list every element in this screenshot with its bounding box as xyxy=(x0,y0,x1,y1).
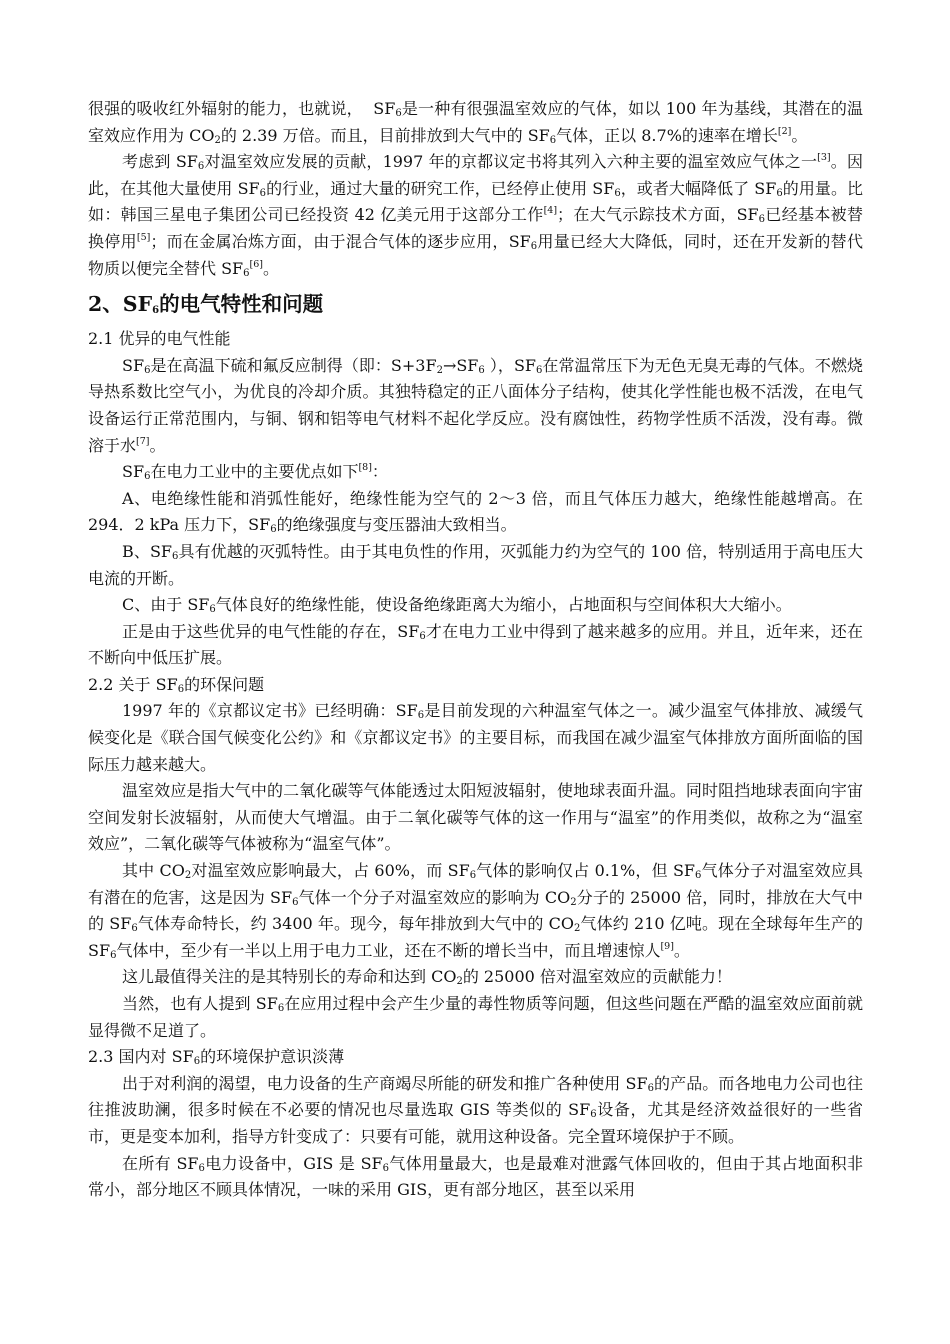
paragraph: 1997 年的《京都议定书》已经明确：$SF_6$是目前发现的六种温室气体之一。减少温室气体排放、减缓气候变化是《联合国气候变化公约》和《京都议定书》的主要目标，而我国在减少温室气体排放方面所面临的国际压力越来越大。 xyxy=(88,701,863,774)
document-body xyxy=(88,96,863,1204)
paragraph: $SF_6$在电力工业中的主要优点如下[8]： xyxy=(122,462,388,483)
paragraph: 出于对利润的渴望，电力设备的生产商竭尽所能的研发和推广各种使用 $SF_6$的产品。而各地电力公司也往往推波助澜，很多时候在不必要的情况也尽量选取 GIS 等类似的 $SF_6$设备，尤其是经济效益很好的一些省市，更是变本加利，指导方针变成了：只要有可能，就用这种设备。完全置环境保护于不顾。 xyxy=(88,1073,863,1146)
paragraph: 考虑到 $SF_6$对温室效应发展的贡献，1997 年的京都议定书将其列入六种主要的温室效应气体之一[3]。因此，在其他大量使用 $SF_6$的行业，通过大量的研究工作，已经停止使用 $SF_6$，或者大幅降低了 $SF_6$的用量。比如：韩国三星电子集团公司已经投资 42 亿美元用于这部分工作[4]；在大气示踪技术方面，$SF_6$已经基本被替换停用[5]；而在金属冶炼方面，由于混合气体的逐步应用，$SF_6$用量已经大大降低，同时，还在开发新的替代物质以便完全替代 $SF_6[6]$。 xyxy=(88,152,864,279)
paragraph: A、电绝缘性能和消弧性能好，绝缘性能为空气的 2～3 倍，而且气体压力越大，绝缘性能越增高。在 294．2 kPa 压力下，$SF_6$的绝缘强度与变压器油大致相当。 xyxy=(88,488,863,536)
subsection-heading: 2.3 国内对 $SF_6$的环境保护意识淡薄 xyxy=(88,1047,345,1068)
subsection-heading: 2.2 关于 $SF_6$的环保问题 xyxy=(88,674,265,695)
paragraph: C、由于 $SF_6$气体良好的绝缘性能，使设备绝缘距离大为缩小，占地面积与空间体积大大缩小。 xyxy=(122,595,792,616)
paragraph: 其中 $CO_2$对温室效应影响最大，占 60%，而 $SF_6$气体的影响仅占 0.1%，但 $SF_6$气体分子对温室效应具有潜在的危害，这是因为 $SF_6$气体一个分子对温室效应的影响为 $CO_2$分子的 25000 倍，同时，排放在大气中的 $SF_6$气体寿命特长，约 3400 年。现今，每年排放到大气中的 $CO_2$气体约 210 亿吨。现在全球每年生产的 $SF_6$气体中，至少有一半以上用于电力工业，还在不断的增长当中，而且增速惊人[9]。 xyxy=(88,861,863,961)
paragraph: 正是由于这些优异的电气性能的存在，$SF_6$才在电力工业中得到了越来越多的应用。并且，近年来，还在不断向中低压扩展。 xyxy=(88,621,863,668)
paragraph: B、$SF_6$具有优越的灭弧特性。由于其电负性的作用，灭弧能力约为空气的 100 倍，特别适用于高电压大电流的开断。 xyxy=(88,541,863,588)
paragraph: 这儿最值得关注的是其特别长的寿命和达到 $CO_2$的 25000 倍对温室效应的贡献能力！ xyxy=(122,967,732,988)
paragraph: 在所有 $SF_6$电力设备中，GIS 是 $SF_6$气体用量最大，也是最难对泄露气体回收的，但由于其占地面积非常小，部分地区不顾具体情况，一味的采用 GIS，更有部分地区，甚至以采用 xyxy=(88,1153,863,1200)
paragraph: 当然，也有人提到 $SF_6$在应用过程中会产生少量的毒性物质等问题，但这些问题在严酷的温室效应面前就显得微不足道了。 xyxy=(88,994,863,1040)
paragraph: 温室效应是指大气中的二氧化碳等气体能透过太阳短波辐射，使地球表面升温。同时阻挡地球表面向宇宙空间发射长波辐射，从而使大气增温。由于二氧化碳等气体的这一作用与“温室”的作用类似，故称之为“温室效应”，二氧化碳等气体被称为“温室气体”。 xyxy=(88,781,863,854)
paragraph: 很强的吸收红外辐射的能力，也就说， $SF_6$是一种有很强温室效应的气体，如以 100 年为基线，其潜在的温室效应作用为 $CO_2$的 2.39 万倍。而且，目前排放到大气中的 $SF_6$气体，正以 8.7%的速率在增长[2]。 xyxy=(88,99,863,146)
subsection-heading: 2.1 优异的电气性能 xyxy=(88,329,231,349)
section-heading: 2、$SF_6$的电气特性和问题 xyxy=(88,292,324,317)
paragraph: $SF_6$是在高温下硫和氟反应制得（即：$S+3F_2\to SF_6$ ），$SF_6$在常温常压下为无色无臭无毒的气体。不燃烧导热系数比空气小，为优良的冷却介质。其独特稳定的正八面体分子结构，使其化学性能也极不活泼，在电气设备运行正常范围内，与铜、钢和铝等电气材料不起化学反应。没有腐蚀性，药物学性质不活泼，没有毒。微溶于水[7]。 xyxy=(88,355,863,455)
